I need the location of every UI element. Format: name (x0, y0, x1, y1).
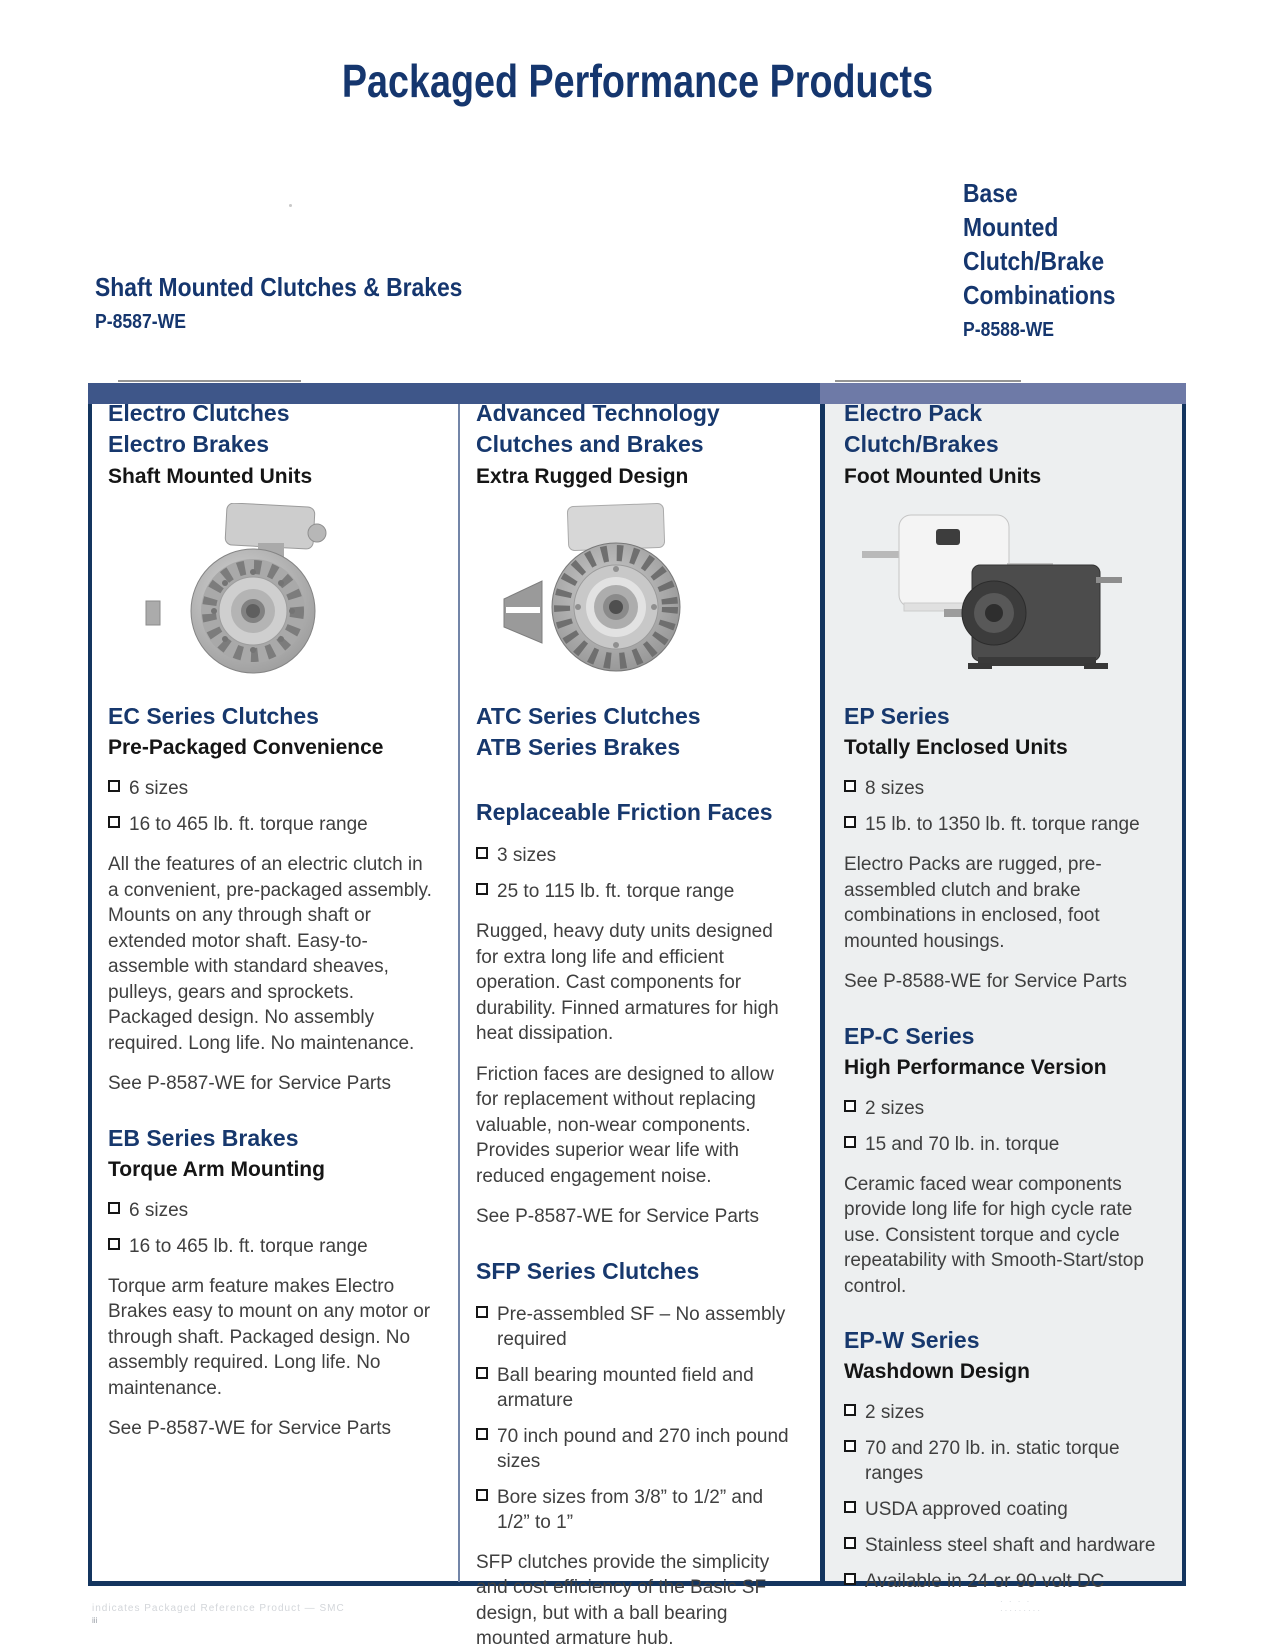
column-subheading: Shaft Mounted Units (108, 465, 313, 488)
foot-mounted-clutch-brake-photo (844, 503, 1164, 675)
footer-right-text: · · · · ········· (1000, 1597, 1042, 1615)
footer-left-mark: iii (92, 1616, 98, 1625)
checkbox-bullet-icon (844, 780, 856, 792)
column-heading-line: Advanced Technology (476, 400, 720, 426)
description-paragraph: All the features of an electric clutch in a convenient, pre-packaged assembly. Mounts on any through shaft or extended motor shaft. Easy-to-assemble with standard sheaves, pulleys, gears and sprockets. Packaged design. No assembly required. Long life. No maintenance. (108, 854, 432, 1054)
feature-item (476, 879, 798, 904)
feature-item (844, 1400, 1164, 1425)
product-series-section (108, 701, 438, 1097)
right-product-title-line: Combinations (963, 280, 1116, 310)
series-heading-line: Replaceable Friction Faces (476, 799, 773, 825)
series-subheading: Washdown Design (844, 1360, 1030, 1383)
description-paragraph: See P-8587-WE for Service Parts (108, 1073, 391, 1094)
feature-text: Pre-assembled SF – No assembly required (497, 1303, 786, 1350)
right-product-title-line: Clutch/Brake (963, 246, 1105, 276)
shaft-mounted-clutch-photo (108, 503, 438, 675)
left-product-part-number: P-8587-WE (95, 311, 186, 333)
feature-text: 15 lb. to 1350 lb. ft. torque range (865, 814, 1140, 835)
feature-text: 6 sizes (129, 1199, 189, 1221)
page-title: Packaged Performance Products (341, 55, 934, 107)
feature-item (844, 776, 1164, 801)
feature-item (844, 1436, 1164, 1486)
description-paragraph: Electro Packs are rugged, pre-assembled clutch and brake combinations in enclosed, foot mounted housings. (844, 854, 1102, 952)
feature-item (108, 776, 438, 801)
series-heading-line: EP-C Series (844, 1022, 975, 1049)
footer-left-text: indicates Packaged Reference Product — SMC (92, 1603, 345, 1614)
checkbox-bullet-icon (844, 1440, 856, 1452)
feature-text: 3 sizes (497, 845, 557, 866)
column-electro-clutches-brakes (108, 398, 438, 1442)
column-subheading: Foot Mounted Units (844, 465, 1042, 488)
product-series-section (844, 1021, 1164, 1300)
feature-text: 16 to 465 lb. ft. torque range (129, 814, 368, 835)
feature-item (108, 1234, 438, 1259)
feature-item (108, 1198, 438, 1223)
feature-text: Bore sizes from 3/8” to 1/2” and 1/2” to 1” (497, 1486, 764, 1533)
feature-list (476, 1302, 798, 1535)
description-paragraph: See P-8588-WE for Service Parts (844, 971, 1127, 992)
description-paragraph: Friction faces are designed to allow for replacement without replacing valuable, non-wear components. Provides superior wear life with reduced engagement noise. (476, 1063, 774, 1187)
feature-item (844, 1096, 1164, 1121)
feature-text: 25 to 115 lb. ft. torque range (497, 881, 735, 902)
column-divider (458, 404, 460, 1582)
checkbox-bullet-icon (476, 1489, 488, 1501)
feature-text: USDA approved coating (865, 1499, 1068, 1520)
feature-list (476, 843, 798, 904)
feature-text: 70 inch pound and 270 inch pound sizes (497, 1425, 789, 1472)
description-paragraph: SFP clutches provide the simplicity and cost efficiency of the Basic SF design, but with a ball bearing mounted armature hub. (476, 1551, 770, 1649)
checkbox-bullet-icon (844, 1537, 856, 1549)
series-heading-line: EB Series Brakes (108, 1124, 299, 1151)
column-heading-line: Electro Clutches (108, 400, 290, 426)
feature-text: Available in 24 or 90 volt DC (865, 1571, 1105, 1592)
checkbox-bullet-icon (108, 1202, 120, 1214)
description-paragraph: Torque arm feature makes Electro Brakes easy to mount on any motor or through shaft. Packaged design. No assembly required. Long life. No maintenance. (108, 1275, 431, 1399)
feature-list (844, 1096, 1164, 1157)
checkbox-bullet-icon (476, 1306, 488, 1318)
feature-text: 2 sizes (865, 1402, 925, 1423)
feature-item (844, 1569, 1164, 1594)
checkbox-bullet-icon (476, 847, 488, 859)
checkbox-bullet-icon (844, 1501, 856, 1513)
product-series-section (108, 1123, 438, 1442)
right-product-part-number: P-8588-WE (963, 319, 1054, 341)
column-heading-line: Electro Brakes (108, 431, 270, 457)
feature-item (844, 1533, 1164, 1558)
series-heading-line: SFP Series Clutches (476, 1257, 700, 1284)
checkbox-bullet-icon (108, 816, 120, 828)
checkbox-bullet-icon (108, 780, 120, 792)
column-heading-line: Clutch/Brakes (844, 431, 999, 457)
right-product-title-line: Base (963, 178, 1018, 208)
series-subheading: High Performance Version (844, 1055, 1107, 1079)
checkbox-bullet-icon (844, 1404, 856, 1416)
feature-text: 8 sizes (865, 778, 925, 799)
feature-item (844, 1132, 1164, 1157)
checkbox-bullet-icon (844, 816, 856, 828)
description-paragraph: See P-8587-WE for Service Parts (476, 1206, 759, 1227)
checkbox-bullet-icon (108, 1238, 120, 1250)
feature-list (844, 1400, 1164, 1594)
feature-text: 6 sizes (129, 778, 189, 799)
column-heading-line: Clutches and Brakes (476, 431, 704, 457)
rugged-clutch-brake-photo (476, 503, 798, 675)
series-subheading: Totally Enclosed Units (844, 736, 1068, 759)
feature-list (108, 1198, 438, 1259)
feature-item (476, 843, 798, 868)
feature-text: 2 sizes (865, 1097, 925, 1119)
feature-item (476, 1302, 798, 1352)
left-product-label (95, 272, 462, 334)
header-tick-line-left (118, 380, 301, 382)
product-series-section (476, 701, 798, 763)
description-paragraph: Rugged, heavy duty units designed for extra long life and efficient operation. Cast components for durability. Finned armatures for high heat dissipation. (476, 921, 779, 1044)
feature-item (844, 812, 1164, 837)
feature-text: 16 to 465 lb. ft. torque range (129, 1235, 368, 1257)
left-product-title: Shaft Mounted Clutches & Brakes (95, 272, 463, 302)
series-heading-line: EP-W Series (844, 1327, 980, 1353)
series-heading-line: ATB Series Brakes (476, 734, 681, 760)
scan-artifact-dot (289, 204, 292, 207)
description-paragraph: See P-8587-WE for Service Parts (108, 1418, 391, 1439)
column-heading-line: Electro Pack (844, 400, 983, 426)
checkbox-bullet-icon (844, 1136, 856, 1148)
feature-item (476, 1485, 798, 1535)
description-paragraph: Ceramic faced wear components provide long life for high cycle rate use. Consistent torque and cycle repeatability with Smooth-Start/stop control. (844, 1173, 1144, 1297)
right-product-title-line: Mounted (963, 212, 1059, 242)
series-subheading: Pre-Packaged Convenience (108, 736, 384, 759)
feature-text: Ball bearing mounted field and armature (497, 1364, 754, 1411)
feature-text: Stainless steel shaft and hardware (865, 1535, 1156, 1556)
checkbox-bullet-icon (476, 1428, 488, 1440)
series-subheading: Torque Arm Mounting (108, 1157, 325, 1181)
feature-item (476, 1363, 798, 1413)
feature-item (476, 1424, 798, 1474)
feature-text: 15 and 70 lb. in. torque (865, 1133, 1060, 1155)
column-advanced-technology (476, 398, 798, 1652)
feature-item (108, 812, 438, 837)
header-tick-line-right (835, 380, 1021, 382)
product-series-section (476, 1256, 798, 1652)
product-series-section (476, 797, 798, 1230)
feature-list (844, 776, 1164, 837)
column-electro-pack (844, 398, 1164, 1605)
series-heading-line: ATC Series Clutches (476, 703, 701, 729)
product-series-section (844, 1325, 1164, 1594)
column-subheading: Extra Rugged Design (476, 465, 689, 488)
feature-list (108, 776, 438, 837)
checkbox-bullet-icon (844, 1100, 856, 1112)
series-heading-line: EC Series Clutches (108, 703, 319, 729)
right-product-label (963, 176, 1116, 342)
checkbox-bullet-icon (476, 1367, 488, 1379)
checkbox-bullet-icon (476, 883, 488, 895)
checkbox-bullet-icon (844, 1573, 856, 1585)
feature-item (844, 1497, 1164, 1522)
feature-text: 70 and 270 lb. in. static torque ranges (865, 1438, 1120, 1484)
series-heading-line: EP Series (844, 703, 950, 729)
product-series-section (844, 701, 1164, 995)
